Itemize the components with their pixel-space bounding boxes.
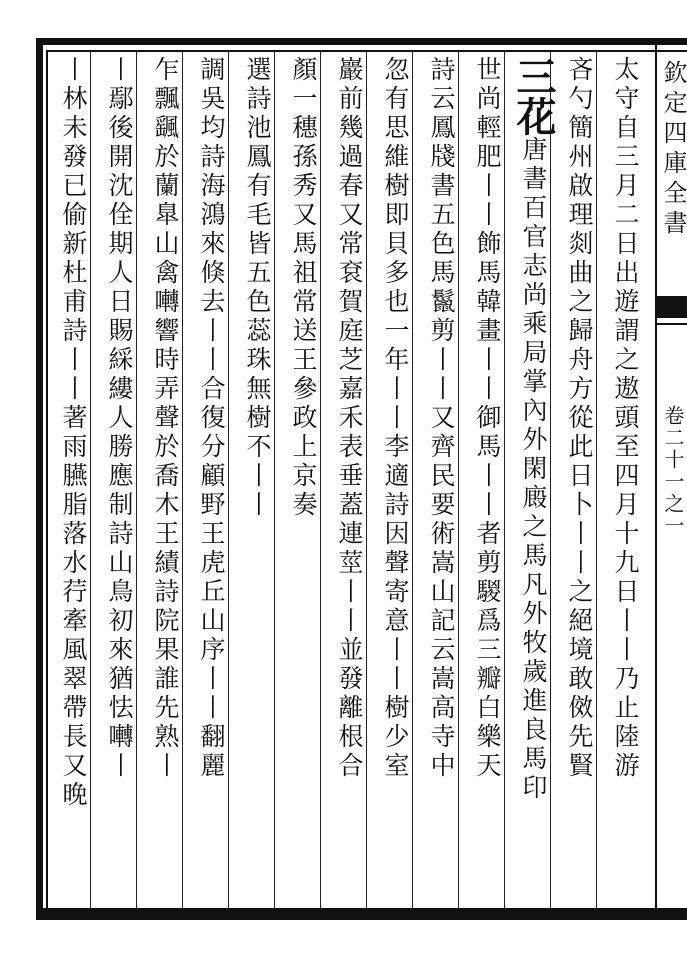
page-frame-left bbox=[36, 38, 43, 920]
text-column-10: 調吳均詩海鴻來倏去丨丨合復分顧野王虎丘山序丨丨翻麗 bbox=[197, 56, 226, 781]
text-column-9 bbox=[234, 56, 280, 904]
fishtail-mark bbox=[657, 296, 687, 318]
text-column-4: 世尚輕肥丨丨飾馬韓畫丨丨御馬丨丨者剪騣爲三瓣白樂天 bbox=[473, 56, 502, 781]
text-column-2: 吝勺簡州啟理剡曲之歸舟方從此日卜丨丨之絕境敢傚先賢 bbox=[565, 56, 594, 781]
fishtail-line bbox=[657, 323, 687, 325]
text-column-7: 巖前幾過春又常袞賀庭芝嘉禾表垂蓋連莖丨丨並發離根合 bbox=[335, 56, 364, 781]
text-column-6: 忽有思維樹即貝多也一年丨丨李適詩因聲寄意丨丨樹少室 bbox=[381, 56, 410, 781]
column-text: 顏一穗孫秀又馬祖常送王參政上京奏 bbox=[289, 56, 318, 520]
banxin-juan-number: 卷二十一之一 bbox=[661, 405, 685, 537]
page-frame-bottom bbox=[36, 908, 687, 920]
text-column-12: 丨鄢後開沈佺期人日賜綵縷人勝應制詩山鳥初來猶怯囀丨 bbox=[105, 56, 134, 781]
banxin-title: 欽定四庫全書 bbox=[659, 60, 687, 240]
text-column-11: 乍飄颻於蘭臯山禽囀響時弄聲於喬木王績詩院果誰先熟丨 bbox=[151, 56, 180, 781]
column-text: 選詩池鳳有毛皆五色蕊珠無樹不丨丨 bbox=[243, 56, 272, 520]
text-column-3 bbox=[510, 56, 556, 904]
page-frame-top bbox=[36, 38, 687, 45]
banxin-border bbox=[655, 45, 657, 908]
text-column-5: 詩云鳳牋書五色馬鬣剪丨丨又齊民要術嵩山記云嵩高寺中 bbox=[427, 56, 456, 781]
entry-heading: 三花 bbox=[510, 56, 557, 136]
text-column-1: 太守自三月二日出遊謂之遨頭至四月十九日丨丨乃止陸游 bbox=[611, 56, 640, 781]
entry-note: 唐書百官志尚乘局掌內外閑廄之馬凡外牧歲進良馬印 bbox=[519, 136, 548, 803]
page-frame-left-inner bbox=[46, 50, 48, 910]
text-column-13: 丨林未發已偷新杜甫詩丨丨著雨臙脂落水荇牽風翠帶長又晚 bbox=[59, 56, 88, 810]
text-column-8 bbox=[280, 56, 326, 904]
